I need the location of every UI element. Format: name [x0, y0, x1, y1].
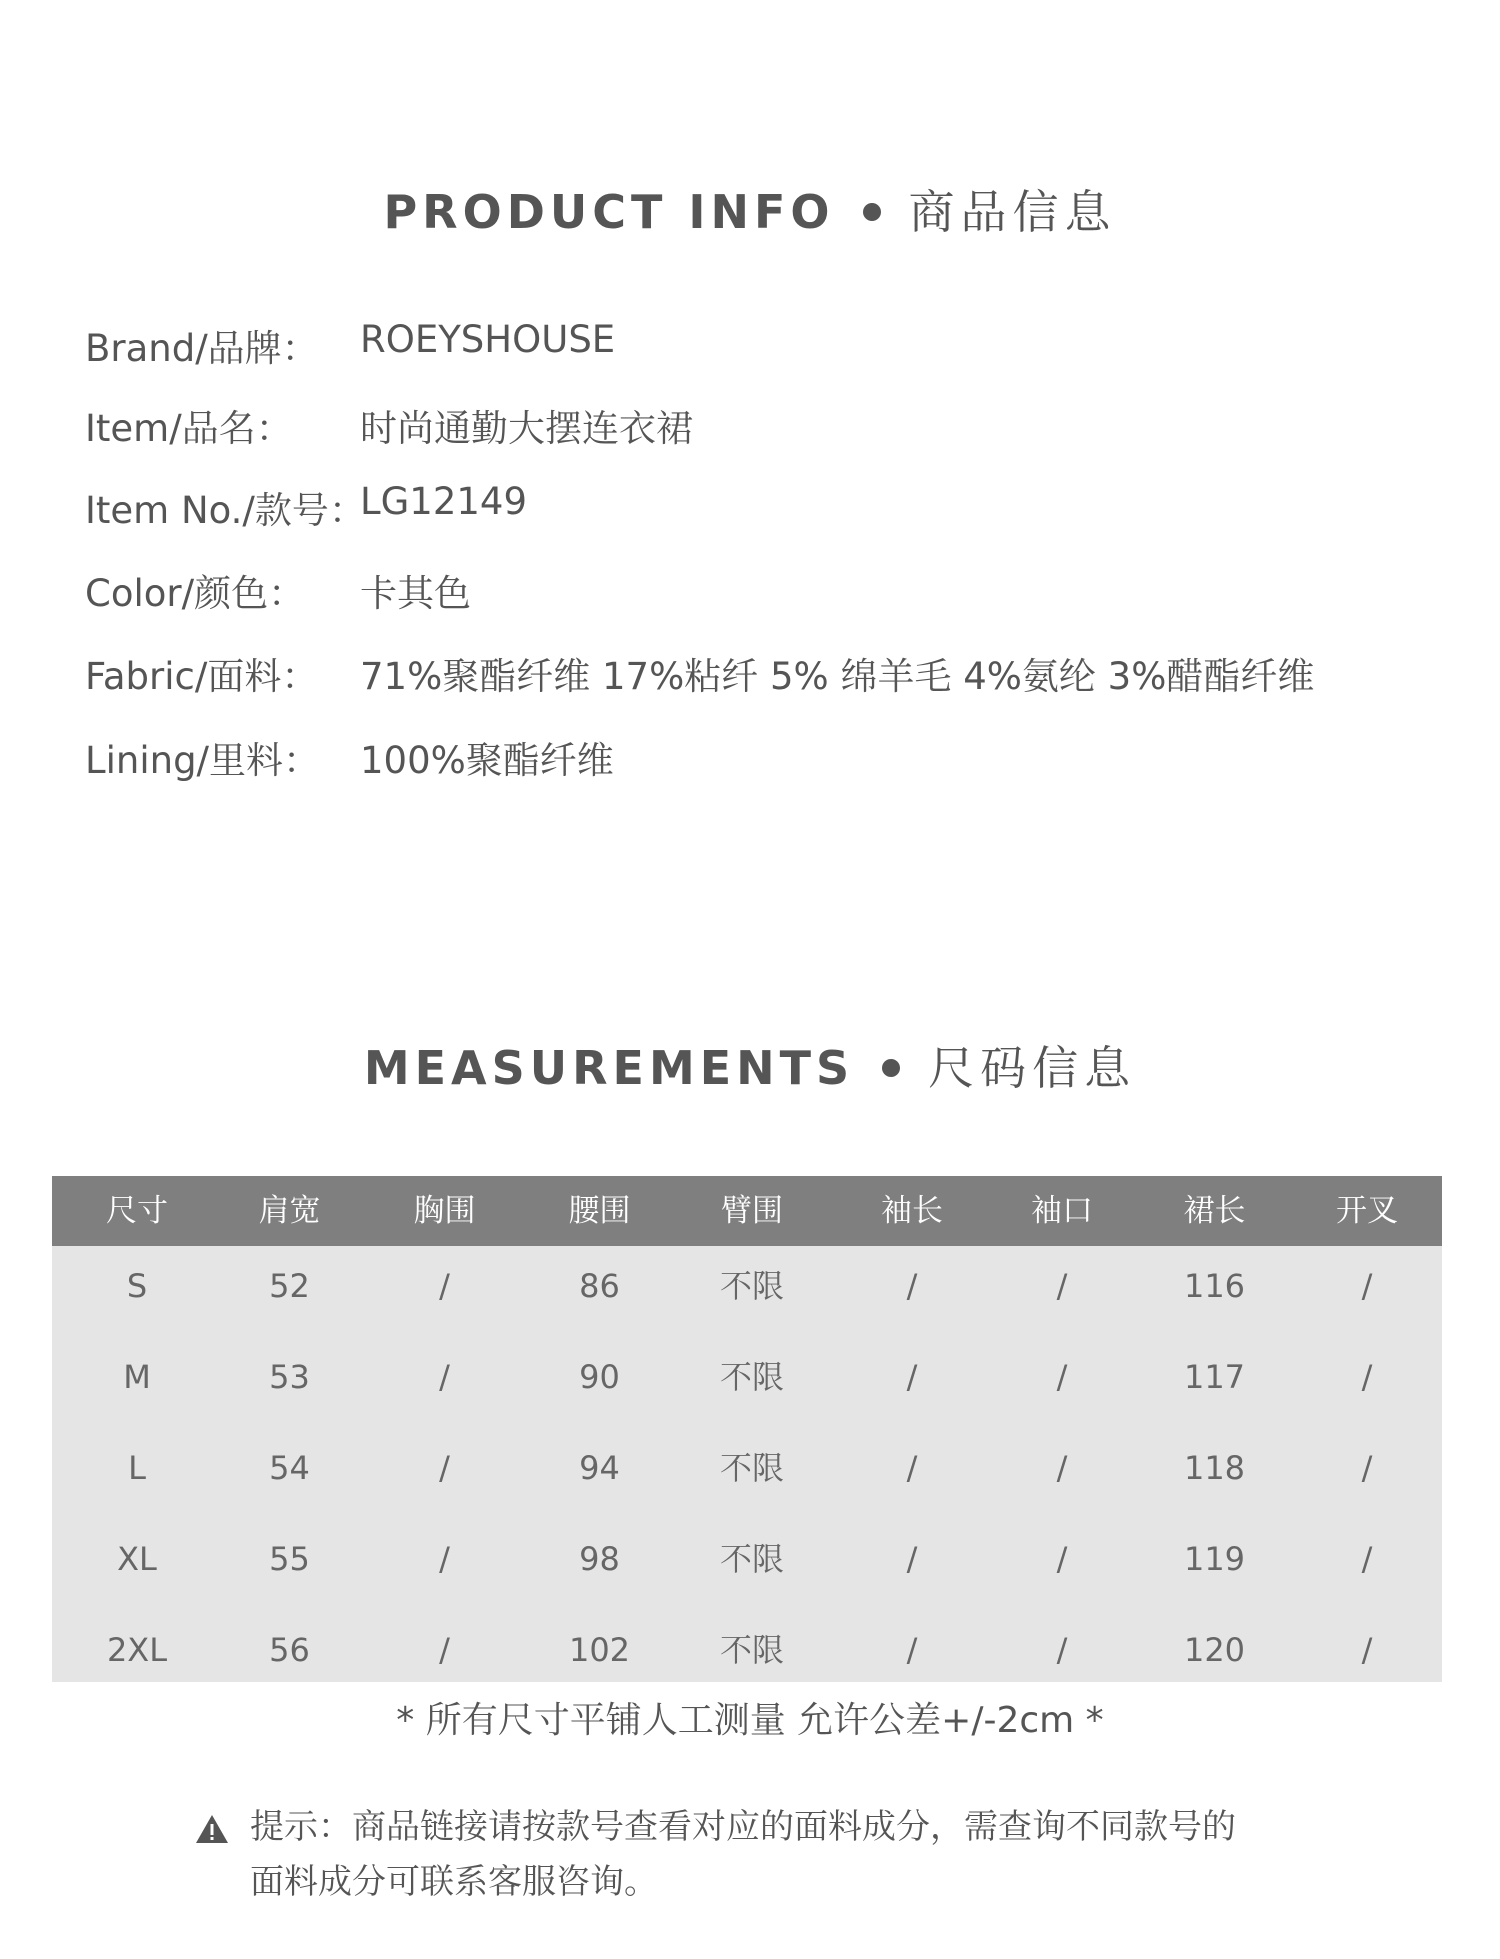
header-cell: 肩宽 [258, 1193, 321, 1229]
table-cell: 98 [579, 1540, 620, 1578]
header-cell: 尺寸 [106, 1193, 168, 1229]
table-cell: 53 [269, 1358, 310, 1396]
info-value: LG12149 [360, 480, 527, 523]
table-row [52, 1246, 1442, 1337]
info-value: ROEYSHOUSE [360, 318, 616, 361]
bullet-dot [863, 203, 881, 221]
info-label: Color/颜色： [85, 572, 306, 615]
table-cell: / [1056, 1631, 1068, 1669]
table-cell: 90 [579, 1358, 620, 1396]
size-table-body [52, 1246, 1442, 1682]
table-cell: 56 [269, 1631, 310, 1669]
table-cell: / [906, 1267, 918, 1305]
table-cell: 86 [579, 1267, 620, 1305]
measurement-note: * 所有尺寸平铺人工测量 允许公差+/-2cm * [396, 1700, 1104, 1741]
table-row [52, 1519, 1442, 1610]
table-cell: / [439, 1631, 450, 1669]
table-cell: / [906, 1449, 918, 1487]
product-info-title [0, 176, 1500, 242]
info-label: Item/品名： [85, 407, 293, 450]
tip-text-line2: 面料成分可联系客服咨询。 [250, 1862, 658, 1902]
table-cell: / [439, 1267, 450, 1305]
measurements-title-en: MEASUREMENTS [363, 1041, 855, 1095]
header-cell: 臂围 [721, 1193, 783, 1229]
table-cell: S [126, 1267, 148, 1305]
table-cell: L [128, 1449, 146, 1487]
info-value: 时尚通勤大摆连衣裙 [360, 407, 693, 450]
info-value: 100%聚酯纤维 [360, 739, 614, 782]
table-cell: / [1056, 1267, 1068, 1305]
table-cell: / [1361, 1631, 1373, 1669]
table-cell: 不限 [719, 1267, 784, 1305]
table-cell: 119 [1183, 1540, 1246, 1578]
table-cell: 不限 [719, 1540, 784, 1578]
info-value: 卡其色 [360, 572, 471, 615]
table-cell: M [123, 1358, 151, 1396]
header-cell: 开叉 [1336, 1193, 1398, 1229]
measurements-title-cn: 尺码信息 [928, 1041, 1137, 1095]
product-info-title-cn: 商品信息 [908, 185, 1117, 239]
table-cell: 102 [568, 1631, 631, 1669]
table-row [52, 1337, 1442, 1428]
table-row [52, 1610, 1442, 1701]
table-cell: 2XL [106, 1631, 168, 1669]
table-cell: 55 [269, 1540, 310, 1578]
table-cell: 94 [579, 1449, 620, 1487]
table-cell: 不限 [719, 1449, 784, 1487]
info-label: Lining/里料： [85, 739, 321, 782]
header-cell: 袖长 [881, 1193, 943, 1229]
table-cell: 118 [1183, 1449, 1246, 1487]
table-cell: / [1056, 1540, 1068, 1578]
header-cell: 裙长 [1183, 1193, 1246, 1229]
info-label: Item No./款号： [85, 489, 366, 532]
size-table-header [52, 1176, 1442, 1246]
table-cell: 117 [1183, 1358, 1246, 1396]
table-cell: / [1056, 1358, 1068, 1396]
header-cell: 袖口 [1031, 1193, 1093, 1229]
bullet-dot [882, 1059, 900, 1077]
table-cell: / [1361, 1267, 1373, 1305]
info-value: 71%聚酯纤维 17%粘纤 5% 绵羊毛 4%氨纶 3%醋酯纤维 [360, 655, 1315, 698]
table-cell: / [906, 1358, 918, 1396]
table-cell: XL [117, 1540, 157, 1578]
table-cell: / [1361, 1449, 1373, 1487]
table-cell: / [906, 1540, 918, 1578]
table-cell: / [906, 1631, 918, 1669]
table-cell: 不限 [719, 1631, 784, 1669]
header-cell: 腰围 [568, 1193, 631, 1229]
table-cell: 120 [1183, 1631, 1246, 1669]
table-cell: / [1361, 1358, 1373, 1396]
header-cell: 胸围 [413, 1193, 476, 1229]
measurements-title [0, 1032, 1500, 1098]
tip-text-line1: 提示：商品链接请按款号查看对应的面料成分，需查询不同款号的 [250, 1807, 1236, 1847]
table-cell: / [1361, 1540, 1373, 1578]
size-table [52, 1176, 1442, 1682]
table-cell: / [439, 1540, 450, 1578]
info-label: Fabric/面料： [85, 655, 319, 698]
table-cell: 54 [269, 1449, 310, 1487]
table-cell: 116 [1183, 1267, 1246, 1305]
warning-icon [195, 1814, 229, 1844]
table-cell: 52 [269, 1267, 310, 1305]
table-cell: / [439, 1449, 450, 1487]
table-cell: 不限 [719, 1358, 784, 1396]
table-row [52, 1428, 1442, 1519]
product-info-title-en: PRODUCT INFO [383, 185, 835, 239]
table-cell: / [1056, 1449, 1068, 1487]
table-cell: / [439, 1358, 450, 1396]
info-label: Brand/品牌： [85, 327, 319, 370]
